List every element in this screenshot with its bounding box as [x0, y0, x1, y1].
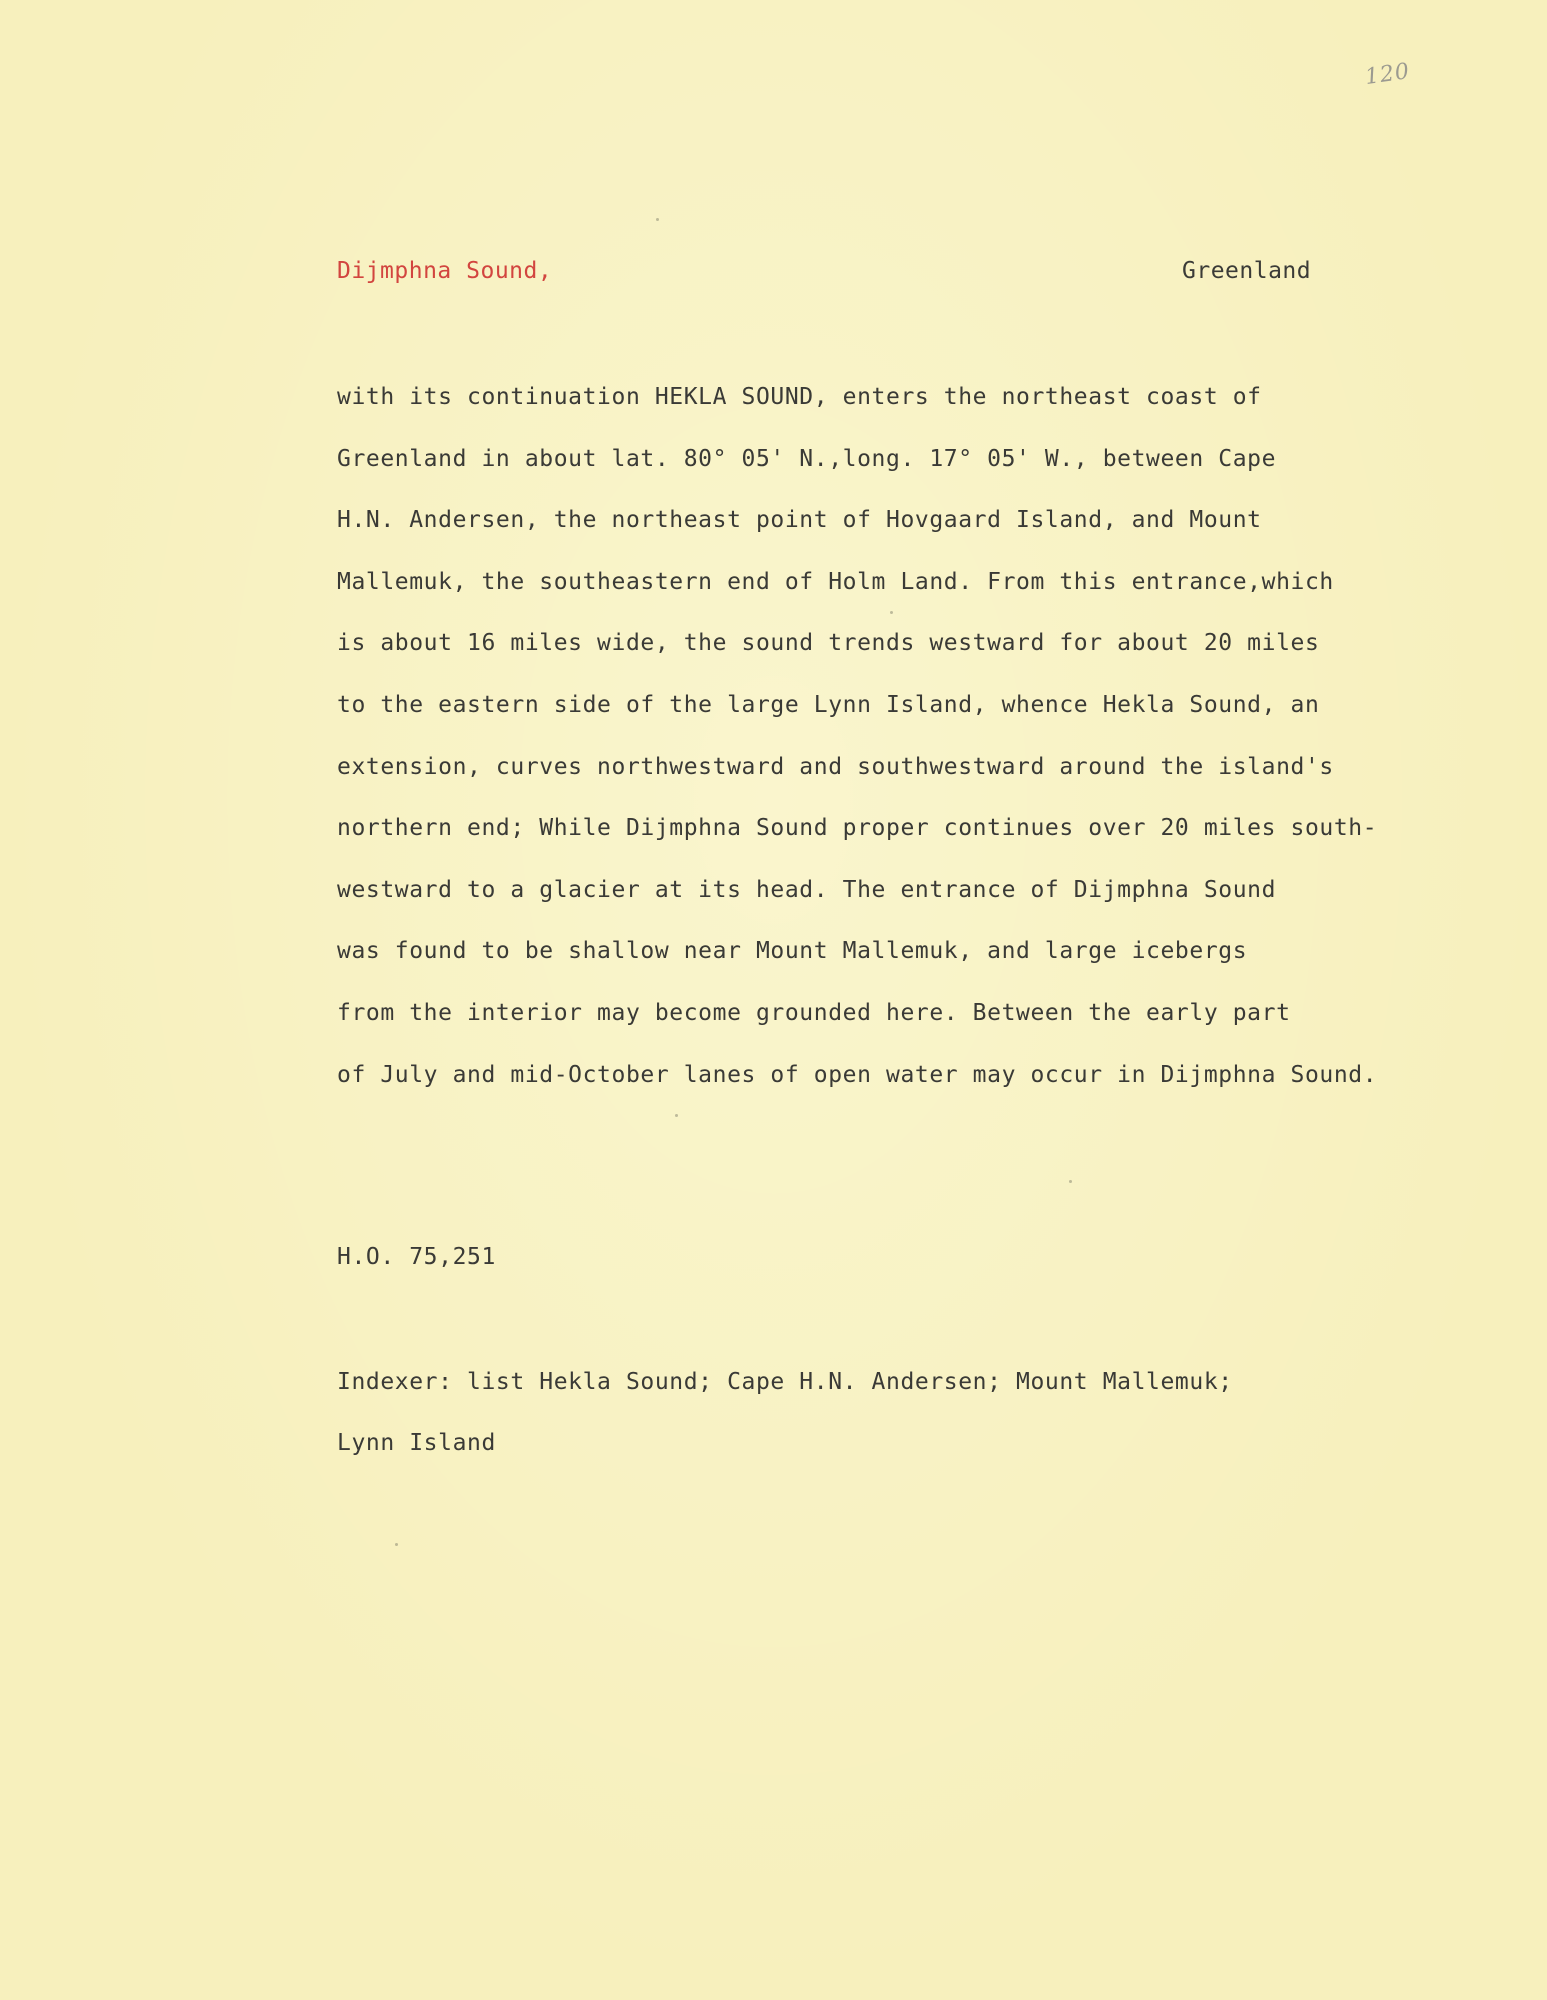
document-title: Dijmphna Sound,: [337, 258, 553, 284]
body-line: extension, curves northwestward and southwestward around the island's: [337, 753, 1334, 780]
body-line: westward to a glacier at its head. The entrance of Dijmphna Sound: [337, 876, 1277, 903]
body-line: Greenland in about lat. 80° 05' N.,long. 17° 05' W., between Cape: [337, 445, 1277, 472]
paper-speck: [890, 611, 893, 614]
paper-speck: [656, 218, 659, 221]
body-line: of July and mid-October lanes of open water may occur in Dijmphna Sound.: [337, 1061, 1378, 1088]
paper-speck: [395, 1543, 398, 1546]
reference-code: H.O. 75,251: [337, 1244, 496, 1270]
body-line: to the eastern side of the large Lynn Island, whence Hekla Sound, an: [337, 691, 1320, 718]
region-label: Greenland: [1182, 258, 1312, 284]
body-text: [337, 382, 1467, 1121]
body-line: with its continuation HEKLA SOUND, enters the northeast coast of: [337, 384, 1262, 410]
body-line: was found to be shallow near Mount Mallemuk, and large icebergs: [337, 938, 1248, 965]
paper-speck: [1069, 1180, 1072, 1183]
paper-speck: [675, 1114, 678, 1117]
indexer-line: Indexer: list Hekla Sound; Cape H.N. Andersen; Mount Mallemuk;: [337, 1369, 1233, 1395]
body-line: Mallemuk, the southeastern end of Holm Land. From this entrance,which: [337, 568, 1334, 595]
page-number: 120: [1363, 58, 1412, 91]
body-line: is about 16 miles wide, the sound trends westward for about 20 miles: [337, 630, 1320, 657]
indexer-note: [337, 1367, 1233, 1489]
body-line: from the interior may become grounded here. Between the early part: [337, 999, 1291, 1026]
body-line: H.N. Andersen, the northeast point of Hovgaard Island, and Mount: [337, 507, 1262, 534]
body-line: northern end; While Dijmphna Sound proper continues over 20 miles south-: [337, 815, 1378, 842]
indexer-line: Lynn Island: [337, 1430, 496, 1456]
